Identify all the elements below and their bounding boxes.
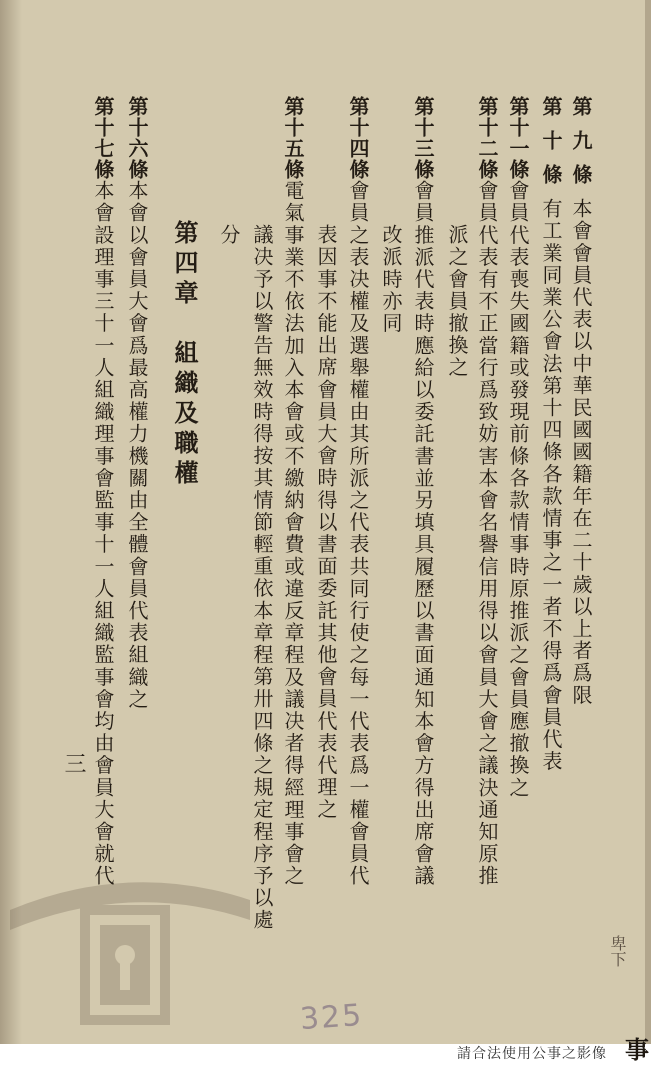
page-edge [645, 0, 651, 1065]
article-11 [505, 96, 531, 799]
article-number: 第十六條 [125, 96, 149, 180]
article-text: 有工業同業公會法第十四條各款情事之一者不得爲會員代表 [539, 198, 563, 773]
article-text: 會員代表喪失國籍或發現前條各款情事時原推派之會員應撤換之 [506, 180, 530, 799]
page-number: 三 [61, 752, 86, 777]
handwritten-number: 325 [298, 997, 365, 1038]
chapter-heading [171, 220, 197, 490]
article-number: 第十二條 [475, 96, 499, 180]
article-12-continued [444, 224, 470, 379]
article-text: 本會以會員大會爲最高權力機關由全體會員代表組織之 [125, 180, 149, 711]
article-text: 會員代表有不正當行爲致妨害本會名譽信用得以會員大會之議決通知原推 [475, 180, 499, 888]
article-number: 第十五條 [281, 96, 305, 180]
next-page-edge-char: 事 [625, 1036, 649, 1064]
article-text: 電氣事業不依法加入本會或不繳納會費或違反章程及議决者得經理事會之 [281, 180, 305, 888]
article-text: 表因事不能出席會員大會時得以書面委託其他會員代表代理之 [314, 224, 338, 821]
archive-watermark-icon [0, 850, 260, 1050]
article-15-end [216, 224, 242, 246]
article-text: 本會設理事三十一人組織理事會監事十一人組織監事會均由會員大會就代 [91, 180, 115, 888]
article-9 [568, 96, 594, 706]
article-17 [90, 96, 116, 887]
article-text: 派之會員撤換之 [445, 224, 469, 379]
article-text: 會員之表决權及選舉權由其所派之代表共同行使之每一代表爲一權會員代 [346, 180, 370, 888]
article-12 [474, 96, 500, 887]
article-14-continued [313, 224, 339, 821]
margin-note: 卑下 [608, 935, 627, 967]
article-number: 第十條 [539, 96, 563, 198]
article-number: 第十四條 [346, 96, 370, 180]
article-13 [410, 96, 436, 887]
article-text: 分 [217, 224, 241, 247]
article-text: 改派時亦同 [379, 224, 403, 335]
chapter-title: 第四章 組織及職權 [170, 220, 199, 490]
article-number: 第十三條 [411, 96, 435, 180]
article-text: 本會會員代表以中華民國國籍年在二十歲以上者爲限 [569, 198, 593, 707]
article-14 [345, 96, 371, 887]
usage-notice: 請合法使用公事之影像 [457, 1046, 607, 1062]
article-text: 會員推派代表時應給以委託書並另填具履歷以書面通知本會方得出席會議 [411, 180, 435, 888]
article-number: 第九條 [569, 96, 593, 198]
article-13-continued [378, 224, 404, 335]
article-16 [124, 96, 150, 710]
article-15-continued [249, 224, 275, 931]
article-15 [280, 96, 306, 887]
article-text: 議决予以警告無效時得按其情節輕重依本章程第卅四條之規定程序予以處 [250, 224, 274, 932]
article-10 [538, 96, 564, 773]
article-number: 第十一條 [506, 96, 530, 180]
article-number: 第十七條 [91, 96, 115, 180]
